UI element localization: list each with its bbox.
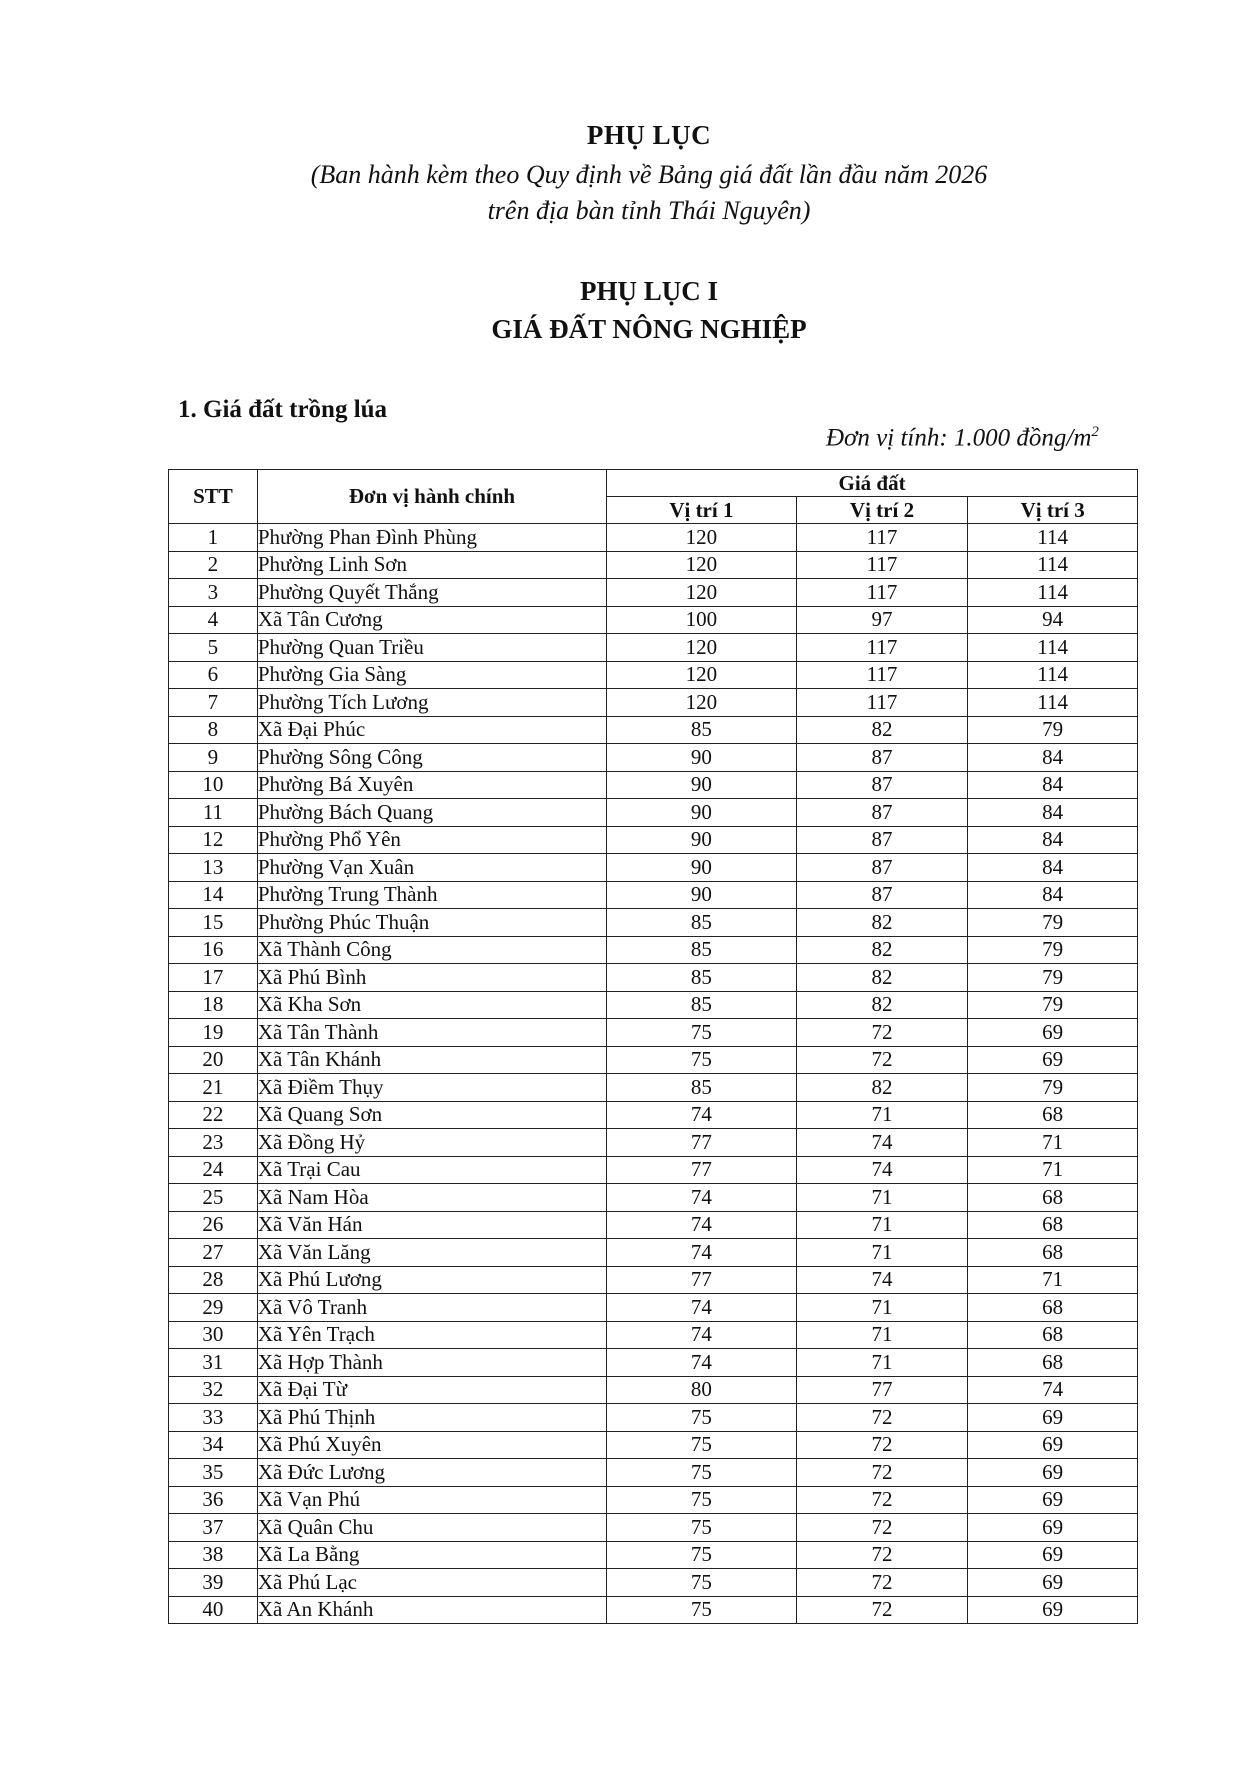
cell-stt: 11	[169, 799, 258, 827]
cell-position-1: 120	[607, 689, 797, 717]
cell-position-2: 82	[796, 1074, 968, 1102]
header-price-group: Giá đất	[607, 470, 1138, 497]
cell-position-1: 74	[607, 1349, 797, 1377]
cell-position-1: 85	[607, 716, 797, 744]
cell-position-2: 71	[796, 1184, 968, 1212]
table-row	[169, 1129, 1138, 1157]
table-row	[169, 1019, 1138, 1047]
cell-admin-unit: Phường Gia Sàng	[257, 661, 606, 689]
table-row	[169, 1459, 1138, 1487]
cell-position-1: 75	[607, 1486, 797, 1514]
table-row	[169, 1431, 1138, 1459]
cell-position-1: 85	[607, 909, 797, 937]
cell-admin-unit: Xã Trại Cau	[257, 1156, 606, 1184]
cell-position-2: 117	[796, 661, 968, 689]
cell-admin-unit: Xã Tân Khánh	[257, 1046, 606, 1074]
appendix-title: PHỤ LỤC	[586, 120, 712, 150]
cell-position-1: 75	[607, 1019, 797, 1047]
cell-position-1: 75	[607, 1541, 797, 1569]
cell-position-1: 75	[607, 1514, 797, 1542]
issued-note-line1: (Ban hành kèm theo Quy định về Bảng giá đất lần đầu năm 2026	[310, 160, 988, 189]
cell-position-2: 72	[796, 1486, 968, 1514]
cell-stt: 27	[169, 1239, 258, 1267]
section-title: 1. Giá đất trồng lúa	[178, 396, 388, 423]
cell-admin-unit: Xã Văn Lăng	[257, 1239, 606, 1267]
cell-position-1: 120	[607, 634, 797, 662]
cell-stt: 39	[169, 1569, 258, 1597]
cell-position-3: 84	[968, 771, 1138, 799]
cell-position-2: 82	[796, 716, 968, 744]
cell-position-1: 85	[607, 936, 797, 964]
cell-stt: 5	[169, 634, 258, 662]
cell-position-2: 97	[796, 606, 968, 634]
cell-stt: 37	[169, 1514, 258, 1542]
unit-superscript: 2	[1091, 424, 1099, 440]
cell-position-2: 72	[796, 1541, 968, 1569]
table-row	[169, 964, 1138, 992]
cell-stt: 25	[169, 1184, 258, 1212]
cell-position-3: 84	[968, 854, 1138, 882]
cell-position-2: 82	[796, 936, 968, 964]
cell-position-3: 69	[968, 1404, 1138, 1432]
cell-admin-unit: Phường Trung Thành	[257, 881, 606, 909]
table-row	[169, 1156, 1138, 1184]
header-position-3: Vị trí 3	[968, 497, 1138, 524]
cell-position-3: 68	[968, 1211, 1138, 1239]
cell-stt: 18	[169, 991, 258, 1019]
cell-position-2: 77	[796, 1376, 968, 1404]
cell-position-1: 120	[607, 524, 797, 552]
cell-stt: 7	[169, 689, 258, 717]
table-row	[169, 1294, 1138, 1322]
cell-stt: 20	[169, 1046, 258, 1074]
cell-stt: 17	[169, 964, 258, 992]
cell-admin-unit: Xã Quang Sơn	[257, 1101, 606, 1129]
cell-admin-unit: Xã Tân Cương	[257, 606, 606, 634]
cell-position-1: 120	[607, 551, 797, 579]
table-row	[169, 1184, 1138, 1212]
table-row	[169, 909, 1138, 937]
cell-position-2: 82	[796, 909, 968, 937]
cell-position-2: 117	[796, 551, 968, 579]
cell-position-2: 117	[796, 579, 968, 607]
cell-position-3: 79	[968, 936, 1138, 964]
header-admin-unit: Đơn vị hành chính	[257, 470, 606, 524]
cell-position-1: 90	[607, 881, 797, 909]
cell-position-1: 74	[607, 1294, 797, 1322]
cell-admin-unit: Xã Đức Lương	[257, 1459, 606, 1487]
cell-admin-unit: Phường Bách Quang	[257, 799, 606, 827]
cell-position-2: 87	[796, 771, 968, 799]
table-row	[169, 1349, 1138, 1377]
cell-stt: 24	[169, 1156, 258, 1184]
cell-position-2: 87	[796, 881, 968, 909]
cell-position-1: 77	[607, 1156, 797, 1184]
cell-position-1: 75	[607, 1431, 797, 1459]
cell-position-2: 71	[796, 1349, 968, 1377]
cell-admin-unit: Xã Kha Sơn	[257, 991, 606, 1019]
table-row	[169, 1486, 1138, 1514]
table-row	[169, 551, 1138, 579]
cell-stt: 2	[169, 551, 258, 579]
cell-stt: 36	[169, 1486, 258, 1514]
cell-position-3: 69	[968, 1431, 1138, 1459]
table-row	[169, 826, 1138, 854]
cell-stt: 23	[169, 1129, 258, 1157]
cell-position-2: 72	[796, 1596, 968, 1624]
table-row	[169, 1596, 1138, 1624]
cell-position-3: 84	[968, 826, 1138, 854]
cell-position-2: 87	[796, 826, 968, 854]
cell-position-3: 71	[968, 1129, 1138, 1157]
appendix-number: PHỤ LỤC I	[579, 276, 718, 306]
cell-admin-unit: Xã Tân Thành	[257, 1019, 606, 1047]
cell-stt: 35	[169, 1459, 258, 1487]
table-row	[169, 881, 1138, 909]
cell-admin-unit: Xã Điềm Thụy	[257, 1074, 606, 1102]
cell-stt: 26	[169, 1211, 258, 1239]
header-stt: STT	[169, 470, 258, 524]
cell-position-3: 114	[968, 579, 1138, 607]
cell-admin-unit: Phường Quan Triều	[257, 634, 606, 662]
table-row	[169, 1239, 1138, 1267]
cell-position-3: 84	[968, 881, 1138, 909]
cell-position-1: 100	[607, 606, 797, 634]
table-row	[169, 1541, 1138, 1569]
table-row	[169, 1404, 1138, 1432]
cell-position-1: 74	[607, 1211, 797, 1239]
cell-admin-unit: Xã Phú Lương	[257, 1266, 606, 1294]
cell-position-1: 85	[607, 964, 797, 992]
cell-position-3: 114	[968, 524, 1138, 552]
cell-position-2: 71	[796, 1239, 968, 1267]
cell-position-2: 71	[796, 1101, 968, 1129]
cell-position-2: 87	[796, 799, 968, 827]
cell-position-3: 84	[968, 744, 1138, 772]
cell-position-1: 90	[607, 744, 797, 772]
cell-position-2: 71	[796, 1294, 968, 1322]
table-row	[169, 1046, 1138, 1074]
table-row	[169, 1514, 1138, 1542]
cell-admin-unit: Xã Nam Hòa	[257, 1184, 606, 1212]
cell-admin-unit: Xã An Khánh	[257, 1596, 606, 1624]
cell-admin-unit: Xã Vô Tranh	[257, 1294, 606, 1322]
cell-position-3: 84	[968, 799, 1138, 827]
cell-position-2: 117	[796, 689, 968, 717]
cell-admin-unit: Phường Tích Lương	[257, 689, 606, 717]
cell-stt: 38	[169, 1541, 258, 1569]
table-row	[169, 936, 1138, 964]
cell-admin-unit: Phường Phổ Yên	[257, 826, 606, 854]
cell-position-1: 77	[607, 1129, 797, 1157]
cell-position-1: 90	[607, 771, 797, 799]
cell-position-3: 69	[968, 1486, 1138, 1514]
table-row	[169, 1569, 1138, 1597]
cell-stt: 29	[169, 1294, 258, 1322]
cell-admin-unit: Xã Phú Lạc	[257, 1569, 606, 1597]
cell-position-3: 68	[968, 1294, 1138, 1322]
cell-position-2: 82	[796, 964, 968, 992]
cell-position-1: 74	[607, 1101, 797, 1129]
issued-note-line2: trên địa bàn tỉnh Thái Nguyên)	[487, 196, 811, 225]
cell-position-1: 74	[607, 1321, 797, 1349]
cell-position-3: 79	[968, 909, 1138, 937]
cell-position-2: 117	[796, 634, 968, 662]
cell-position-1: 75	[607, 1569, 797, 1597]
cell-position-2: 72	[796, 1404, 968, 1432]
table-row	[169, 634, 1138, 662]
cell-admin-unit: Xã Vạn Phú	[257, 1486, 606, 1514]
cell-position-3: 79	[968, 1074, 1138, 1102]
table-row	[169, 661, 1138, 689]
cell-position-1: 90	[607, 826, 797, 854]
cell-stt: 19	[169, 1019, 258, 1047]
cell-admin-unit: Xã Thành Công	[257, 936, 606, 964]
cell-position-1: 90	[607, 854, 797, 882]
cell-admin-unit: Xã Đồng Hỷ	[257, 1129, 606, 1157]
cell-position-3: 69	[968, 1459, 1138, 1487]
cell-stt: 10	[169, 771, 258, 799]
table-row	[169, 1101, 1138, 1129]
appendix-name: GIÁ ĐẤT NÔNG NGHIỆP	[491, 314, 807, 344]
cell-position-3: 114	[968, 689, 1138, 717]
cell-admin-unit: Xã Phú Thịnh	[257, 1404, 606, 1432]
cell-stt: 32	[169, 1376, 258, 1404]
table-row	[169, 854, 1138, 882]
cell-position-3: 69	[968, 1541, 1138, 1569]
unit-text: Đơn vị tính: 1.000 đồng/m	[826, 424, 1092, 452]
cell-position-1: 75	[607, 1404, 797, 1432]
cell-stt: 28	[169, 1266, 258, 1294]
cell-stt: 30	[169, 1321, 258, 1349]
cell-position-3: 69	[968, 1019, 1138, 1047]
cell-position-3: 68	[968, 1321, 1138, 1349]
cell-position-1: 75	[607, 1459, 797, 1487]
cell-position-1: 75	[607, 1046, 797, 1074]
cell-position-2: 72	[796, 1019, 968, 1047]
cell-stt: 31	[169, 1349, 258, 1377]
cell-position-1: 74	[607, 1239, 797, 1267]
cell-position-2: 117	[796, 524, 968, 552]
table-row	[169, 716, 1138, 744]
header-position-1: Vị trí 1	[607, 497, 797, 524]
cell-position-3: 79	[968, 991, 1138, 1019]
cell-position-1: 120	[607, 661, 797, 689]
cell-admin-unit: Xã Đại Phúc	[257, 716, 606, 744]
cell-position-1: 74	[607, 1184, 797, 1212]
cell-stt: 12	[169, 826, 258, 854]
cell-stt: 14	[169, 881, 258, 909]
cell-position-3: 69	[968, 1514, 1138, 1542]
cell-admin-unit: Phường Sông Công	[257, 744, 606, 772]
cell-position-3: 79	[968, 964, 1138, 992]
cell-position-2: 87	[796, 744, 968, 772]
cell-position-2: 71	[796, 1211, 968, 1239]
cell-stt: 33	[169, 1404, 258, 1432]
cell-stt: 13	[169, 854, 258, 882]
cell-admin-unit: Phường Vạn Xuân	[257, 854, 606, 882]
cell-admin-unit: Xã Hợp Thành	[257, 1349, 606, 1377]
cell-position-3: 71	[968, 1156, 1138, 1184]
cell-position-3: 114	[968, 551, 1138, 579]
cell-position-1: 90	[607, 799, 797, 827]
cell-position-1: 75	[607, 1596, 797, 1624]
cell-position-1: 85	[607, 1074, 797, 1102]
cell-stt: 3	[169, 579, 258, 607]
cell-stt: 8	[169, 716, 258, 744]
table-row	[169, 524, 1138, 552]
cell-position-3: 114	[968, 634, 1138, 662]
table-row	[169, 1074, 1138, 1102]
cell-position-3: 74	[968, 1376, 1138, 1404]
cell-position-3: 69	[968, 1596, 1138, 1624]
cell-stt: 1	[169, 524, 258, 552]
table-row	[169, 1376, 1138, 1404]
table-row	[169, 771, 1138, 799]
cell-position-1: 120	[607, 579, 797, 607]
cell-admin-unit: Xã Đại Từ	[257, 1376, 606, 1404]
cell-stt: 22	[169, 1101, 258, 1129]
cell-stt: 9	[169, 744, 258, 772]
cell-admin-unit: Xã Yên Trạch	[257, 1321, 606, 1349]
cell-position-3: 68	[968, 1184, 1138, 1212]
cell-position-1: 85	[607, 991, 797, 1019]
cell-position-3: 71	[968, 1266, 1138, 1294]
cell-stt: 40	[169, 1596, 258, 1624]
table-row	[169, 689, 1138, 717]
cell-position-3: 68	[968, 1101, 1138, 1129]
cell-position-1: 77	[607, 1266, 797, 1294]
cell-position-1: 80	[607, 1376, 797, 1404]
table-row	[169, 991, 1138, 1019]
cell-position-2: 82	[796, 991, 968, 1019]
header-position-2: Vị trí 2	[796, 497, 968, 524]
cell-admin-unit: Xã Phú Xuyên	[257, 1431, 606, 1459]
cell-stt: 21	[169, 1074, 258, 1102]
cell-position-3: 69	[968, 1046, 1138, 1074]
cell-stt: 4	[169, 606, 258, 634]
cell-position-3: 94	[968, 606, 1138, 634]
unit-note	[826, 424, 1099, 452]
cell-position-2: 72	[796, 1431, 968, 1459]
cell-position-2: 74	[796, 1266, 968, 1294]
land-price-table	[168, 469, 1138, 1624]
cell-admin-unit: Phường Phúc Thuận	[257, 909, 606, 937]
cell-admin-unit: Phường Quyết Thắng	[257, 579, 606, 607]
table-row	[169, 1266, 1138, 1294]
cell-stt: 6	[169, 661, 258, 689]
cell-stt: 15	[169, 909, 258, 937]
cell-position-3: 79	[968, 716, 1138, 744]
table-row	[169, 799, 1138, 827]
cell-position-3: 69	[968, 1569, 1138, 1597]
cell-admin-unit: Xã Quân Chu	[257, 1514, 606, 1542]
cell-admin-unit: Phường Bá Xuyên	[257, 771, 606, 799]
table-body	[169, 524, 1138, 1624]
cell-position-2: 74	[796, 1156, 968, 1184]
cell-admin-unit: Xã La Bằng	[257, 1541, 606, 1569]
cell-admin-unit: Phường Phan Đình Phùng	[257, 524, 606, 552]
cell-position-2: 72	[796, 1569, 968, 1597]
table-row	[169, 744, 1138, 772]
cell-position-2: 72	[796, 1514, 968, 1542]
cell-position-3: 68	[968, 1239, 1138, 1267]
table-row	[169, 606, 1138, 634]
cell-position-2: 87	[796, 854, 968, 882]
cell-stt: 34	[169, 1431, 258, 1459]
cell-position-2: 72	[796, 1046, 968, 1074]
cell-admin-unit: Xã Văn Hán	[257, 1211, 606, 1239]
cell-position-2: 72	[796, 1459, 968, 1487]
cell-admin-unit: Phường Linh Sơn	[257, 551, 606, 579]
table-row	[169, 1211, 1138, 1239]
cell-stt: 16	[169, 936, 258, 964]
cell-position-3: 114	[968, 661, 1138, 689]
table-row	[169, 579, 1138, 607]
table-row	[169, 1321, 1138, 1349]
cell-position-2: 71	[796, 1321, 968, 1349]
cell-admin-unit: Xã Phú Bình	[257, 964, 606, 992]
cell-position-3: 68	[968, 1349, 1138, 1377]
cell-position-2: 74	[796, 1129, 968, 1157]
